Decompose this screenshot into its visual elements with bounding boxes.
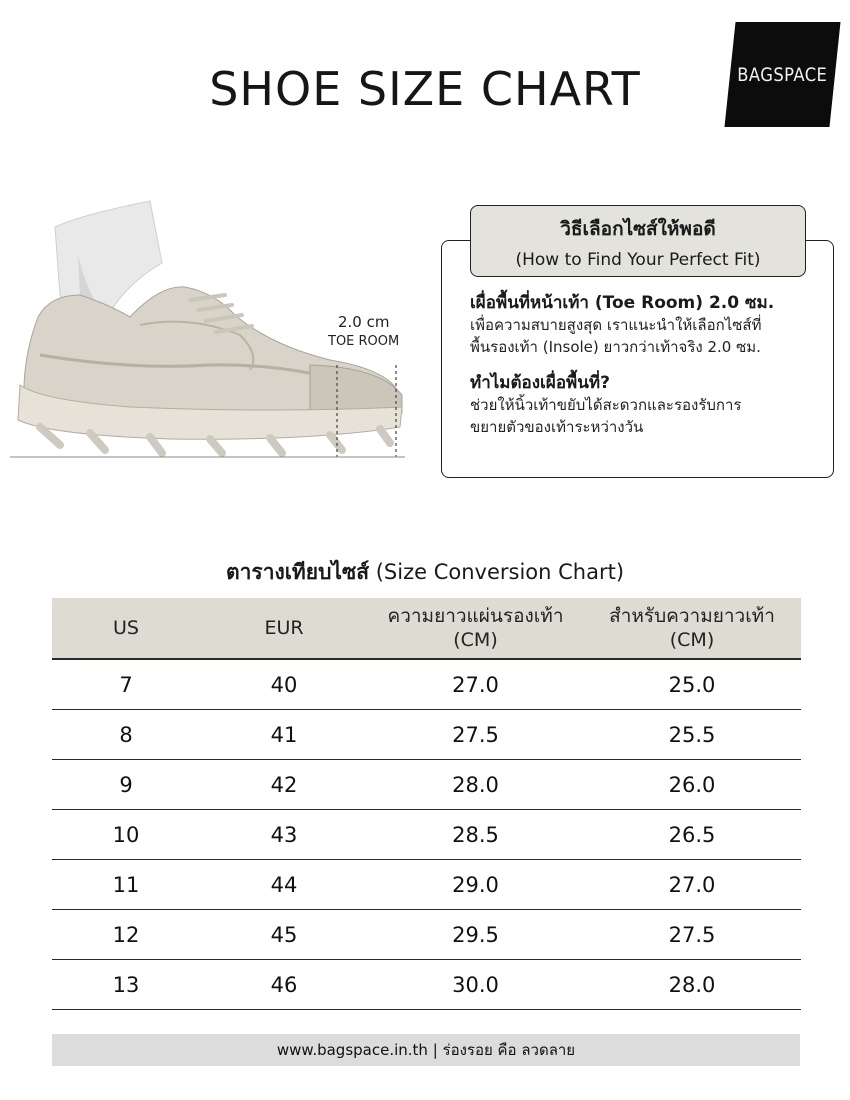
fit-guide-heading-th: วิธีเลือกไซส์ให้พอดี — [560, 218, 716, 240]
cell-foot: 26.0 — [583, 760, 801, 810]
table-row — [52, 860, 801, 910]
why-room-text-1: ช่วยให้นิ้วเท้าขยับได้สะดวกและรองรับการ — [470, 396, 742, 414]
cell-foot: 27.5 — [583, 910, 801, 960]
table-row — [52, 810, 801, 860]
toe-room-measure: 2.0 cm — [338, 313, 390, 331]
size-conversion-table — [52, 598, 801, 1010]
cell-foot: 25.0 — [583, 659, 801, 710]
cell-eur: 42 — [200, 760, 368, 810]
fit-guide-body — [470, 292, 820, 438]
table-row — [52, 659, 801, 710]
cell-insole: 28.0 — [368, 760, 583, 810]
cell-us: 7 — [52, 659, 200, 710]
cell-us: 10 — [52, 810, 200, 860]
cell-insole: 28.5 — [368, 810, 583, 860]
header-eur: EUR — [200, 598, 368, 659]
table-row — [52, 960, 801, 1010]
fit-guide-header — [470, 205, 806, 277]
cell-us: 8 — [52, 710, 200, 760]
why-room-text-2: ขยายตัวของเท้าระหว่างวัน — [470, 418, 644, 436]
cell-us: 9 — [52, 760, 200, 810]
table-title — [0, 556, 850, 589]
cell-insole: 29.0 — [368, 860, 583, 910]
cell-eur: 41 — [200, 710, 368, 760]
footer-bar: www.bagspace.in.th | ร่องรอย คือ ลวดลาย — [52, 1034, 800, 1066]
cell-foot: 26.5 — [583, 810, 801, 860]
header-us: US — [52, 598, 200, 659]
toe-room-text-1: เพื่อความสบายสูงสุด เราแนะนำให้เลือกไซส์ที่ — [470, 316, 762, 334]
toe-room-text-2: พื้นรองเท้า (Insole) ยาวกว่าเท้าจริง 2.0 ซม. — [470, 338, 761, 356]
cell-foot: 28.0 — [583, 960, 801, 1010]
cell-insole: 27.0 — [368, 659, 583, 710]
header-insole-length: ความยาวแผ่นรองเท้า (CM) — [368, 598, 583, 659]
page-title: SHOE SIZE CHART — [209, 62, 641, 116]
why-room-title: ทำไมต้องเผื่อพื้นที่? — [470, 373, 610, 393]
cell-eur: 45 — [200, 910, 368, 960]
table-title-en: (Size Conversion Chart) — [375, 560, 625, 584]
cell-us: 13 — [52, 960, 200, 1010]
brand-logo — [724, 22, 840, 127]
cell-insole: 27.5 — [368, 710, 583, 760]
toe-room-label: TOE ROOM — [328, 334, 400, 349]
cell-eur: 43 — [200, 810, 368, 860]
table-header-row — [52, 598, 801, 659]
table-row — [52, 760, 801, 810]
cell-foot: 27.0 — [583, 860, 801, 910]
cell-foot: 25.5 — [583, 710, 801, 760]
cell-us: 11 — [52, 860, 200, 910]
table-row — [52, 910, 801, 960]
fit-guide-heading-en: (How to Find Your Perfect Fit) — [515, 250, 761, 270]
table-title-th: ตารางเทียบไซส์ — [225, 560, 370, 584]
cell-eur: 44 — [200, 860, 368, 910]
cell-insole: 30.0 — [368, 960, 583, 1010]
brand-logo-text: BAGSPACE — [737, 63, 828, 86]
cell-eur: 46 — [200, 960, 368, 1010]
cell-us: 12 — [52, 910, 200, 960]
cell-insole: 29.5 — [368, 910, 583, 960]
header-foot-length: สำหรับความยาวเท้า (CM) — [583, 598, 801, 659]
table-row — [52, 710, 801, 760]
cell-eur: 40 — [200, 659, 368, 710]
toe-room-title: เผื่อพื้นที่หน้าเท้า (Toe Room) 2.0 ซม. — [470, 293, 775, 313]
